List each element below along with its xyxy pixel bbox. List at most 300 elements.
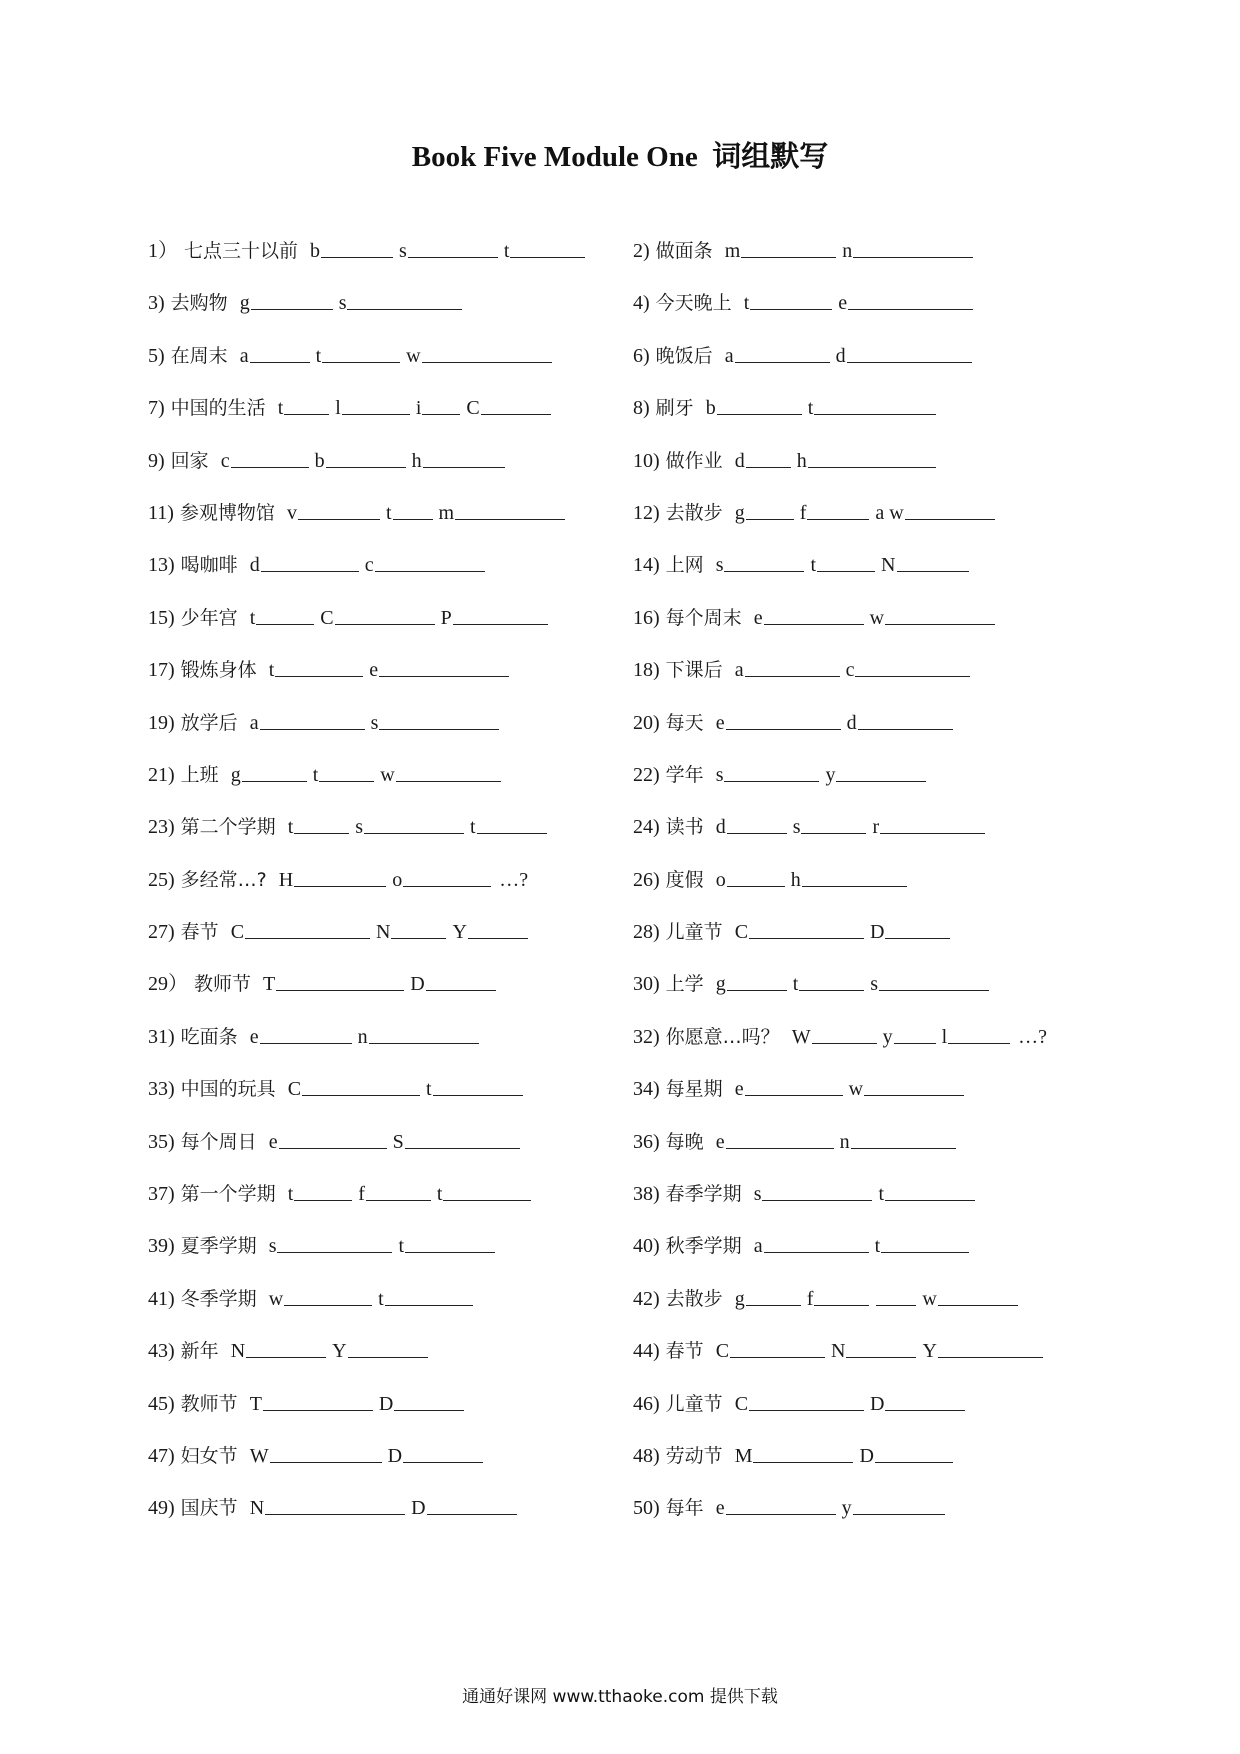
item-number: 5) xyxy=(148,344,165,367)
initial-letter: y xyxy=(825,763,836,786)
initial-letter: h xyxy=(411,449,422,472)
item-number: 37) xyxy=(148,1183,175,1206)
answer-blank[interactable] xyxy=(735,917,864,947)
item-number: 41) xyxy=(148,1287,175,1310)
answer-blank[interactable] xyxy=(881,550,968,580)
exercise-item xyxy=(633,760,1128,790)
initial-letter: N xyxy=(881,554,896,577)
initial-letter: N xyxy=(230,1340,246,1363)
initial-letter: t xyxy=(315,344,322,367)
answer-blank[interactable] xyxy=(470,812,547,842)
item-number: 22) xyxy=(633,763,660,786)
blank-line xyxy=(245,937,370,939)
answer-blank[interactable] xyxy=(870,603,995,633)
blank-line xyxy=(335,623,435,625)
blank-line xyxy=(726,728,841,730)
exercise-row xyxy=(148,288,1128,340)
blank-line xyxy=(812,1042,877,1044)
blank-line xyxy=(749,937,864,939)
answer-blank[interactable] xyxy=(754,603,864,633)
answer-blank[interactable] xyxy=(250,550,359,580)
blank-line xyxy=(726,1513,836,1515)
chinese-phrase: 上班 xyxy=(180,763,219,786)
initial-letter: D xyxy=(387,1444,403,1467)
exercise-row xyxy=(148,446,1128,498)
blank-line xyxy=(379,728,499,730)
answer-blank[interactable] xyxy=(358,1179,431,1209)
blank-line xyxy=(764,1251,869,1253)
initial-letter: t xyxy=(470,816,476,839)
item-number: 46) xyxy=(633,1392,660,1415)
initial-letter: s xyxy=(792,816,801,839)
blank-line xyxy=(799,989,864,991)
answer-blank[interactable] xyxy=(316,341,401,371)
item-number: 7) xyxy=(148,397,165,420)
exercise-row xyxy=(148,1231,1128,1283)
blank-line xyxy=(391,937,446,939)
initial-letter: s xyxy=(753,1183,762,1206)
initial-letter: D xyxy=(378,1392,394,1415)
answer-blank[interactable] xyxy=(388,1441,483,1471)
initial-letter: M xyxy=(734,1444,753,1467)
blank-line xyxy=(246,1356,326,1358)
answer-blank[interactable] xyxy=(332,1336,427,1366)
initial-letter: t xyxy=(807,397,814,420)
answer-blank[interactable] xyxy=(875,498,994,528)
answer-blank[interactable] xyxy=(231,917,370,947)
answer-blank[interactable] xyxy=(371,708,500,738)
answer-blank[interactable] xyxy=(792,1022,877,1052)
answer-blank[interactable] xyxy=(386,498,433,528)
initial-letter: i xyxy=(415,397,422,420)
answer-blank[interactable] xyxy=(437,1179,532,1209)
chinese-phrase: 春节 xyxy=(665,1340,704,1363)
blank-line xyxy=(753,1461,853,1463)
blank-line xyxy=(885,1199,975,1201)
chinese-phrase: 做面条 xyxy=(655,240,713,262)
exercise-item xyxy=(633,655,1128,685)
initial-letter: e xyxy=(715,1497,725,1520)
answer-blank[interactable] xyxy=(315,446,406,476)
initial-letter: e xyxy=(753,606,763,629)
answer-blank[interactable] xyxy=(231,760,307,790)
exercise-item xyxy=(633,341,1128,371)
initial-letter: t xyxy=(743,292,750,315)
answer-blank[interactable] xyxy=(716,969,787,999)
answer-blank[interactable] xyxy=(942,1022,1011,1052)
chinese-phrase: 夏季学期 xyxy=(180,1235,257,1258)
exercise-row xyxy=(148,1074,1128,1126)
initial-letter: C xyxy=(320,606,334,629)
initial-letter: g xyxy=(230,763,241,786)
answer-blank[interactable] xyxy=(231,1336,326,1366)
initial-letter: f xyxy=(799,501,807,524)
answer-blank[interactable] xyxy=(842,1493,945,1523)
phrase-tail: …? xyxy=(1018,1025,1048,1048)
chinese-phrase: 去散步 xyxy=(665,1287,723,1310)
answer-blank[interactable] xyxy=(378,1284,473,1314)
answer-blank[interactable] xyxy=(797,446,936,476)
blank-line xyxy=(762,1199,872,1201)
answer-blank[interactable] xyxy=(398,1231,495,1261)
answer-blank[interactable] xyxy=(831,1336,916,1366)
answer-blank[interactable] xyxy=(504,236,586,266)
initial-letter: C xyxy=(466,397,480,420)
exercise-item xyxy=(633,498,1128,528)
initial-letter: a w xyxy=(875,501,904,524)
answer-blank[interactable] xyxy=(800,498,870,528)
item-number: 43) xyxy=(148,1340,175,1363)
blank-line xyxy=(256,623,314,625)
answer-blank[interactable] xyxy=(339,288,463,318)
answer-blank[interactable] xyxy=(838,288,973,318)
answer-blank[interactable] xyxy=(716,760,820,790)
answer-blank[interactable] xyxy=(735,446,791,476)
answer-blank[interactable] xyxy=(744,288,833,318)
exercise-item xyxy=(633,550,1128,580)
item-number: 21) xyxy=(148,763,175,786)
answer-blank[interactable] xyxy=(313,760,375,790)
answer-blank[interactable] xyxy=(846,655,971,685)
answer-blank[interactable] xyxy=(369,655,509,685)
initial-letter: l xyxy=(941,1025,948,1048)
answer-blank[interactable] xyxy=(250,1022,352,1052)
answer-blank[interactable] xyxy=(376,917,446,947)
blank-line xyxy=(814,1304,869,1306)
chinese-phrase: 第一个学期 xyxy=(180,1183,276,1206)
initial-letter: D xyxy=(411,1497,426,1520)
answer-blank[interactable] xyxy=(825,760,926,790)
answer-blank[interactable] xyxy=(452,917,527,947)
exercise-item xyxy=(148,969,633,999)
exercise-row xyxy=(148,917,1128,969)
initial-letter: s xyxy=(715,554,724,577)
answer-blank[interactable] xyxy=(406,341,551,371)
answer-blank[interactable] xyxy=(288,1179,353,1209)
initial-letter: d xyxy=(846,711,857,734)
initial-letter: f xyxy=(358,1183,365,1206)
answer-blank[interactable] xyxy=(793,969,865,999)
answer-blank[interactable] xyxy=(716,1336,825,1366)
answer-blank[interactable] xyxy=(399,236,498,266)
chinese-phrase: 在周末 xyxy=(170,344,228,367)
exercise-item xyxy=(148,498,633,528)
blank-line xyxy=(880,832,985,834)
answer-blank[interactable] xyxy=(269,1127,387,1157)
chinese-phrase: 中国的玩具 xyxy=(180,1078,276,1101)
blank-line xyxy=(422,361,552,363)
answer-blank[interactable] xyxy=(807,1284,870,1314)
blank-line xyxy=(938,1356,1043,1358)
initial-letter: e xyxy=(715,711,725,734)
answer-blank[interactable] xyxy=(269,655,364,685)
chinese-phrase: 晚饭后 xyxy=(655,344,713,367)
initial-letter: s xyxy=(338,292,347,315)
initial-letter: T xyxy=(263,973,276,996)
blank-line xyxy=(276,989,404,991)
blank-line xyxy=(836,780,926,782)
answer-blank[interactable] xyxy=(725,341,830,371)
answer-blank[interactable] xyxy=(883,1022,936,1052)
blank-line xyxy=(749,1409,864,1411)
blank-line xyxy=(394,1409,464,1411)
blank-line xyxy=(746,466,791,468)
answer-blank[interactable] xyxy=(735,1441,854,1471)
exercise-item xyxy=(148,1022,633,1052)
answer-blank[interactable] xyxy=(716,1493,836,1523)
answer-blank[interactable] xyxy=(310,236,393,266)
answer-blank[interactable] xyxy=(288,812,350,842)
blank-line xyxy=(764,623,864,625)
initial-letter: t xyxy=(249,606,256,629)
answer-blank[interactable] xyxy=(263,969,404,999)
item-number: 39) xyxy=(148,1235,175,1258)
exercise-row xyxy=(148,1127,1128,1179)
answer-blank[interactable] xyxy=(872,812,985,842)
initial-letter: D xyxy=(870,1392,885,1415)
item-number: 38) xyxy=(633,1183,660,1206)
answer-blank[interactable] xyxy=(250,1441,382,1471)
answer-blank[interactable] xyxy=(716,550,805,580)
blank-line xyxy=(879,989,989,991)
chinese-phrase: 中国的生活 xyxy=(170,397,266,420)
blank-line xyxy=(894,1042,936,1044)
answer-blank[interactable] xyxy=(250,708,365,738)
blank-line xyxy=(393,518,433,520)
answer-blank[interactable] xyxy=(379,1389,464,1419)
answer-blank[interactable] xyxy=(410,969,495,999)
answer-blank[interactable] xyxy=(287,498,380,528)
initial-letter: n xyxy=(357,1025,368,1048)
blank-line xyxy=(348,1356,428,1358)
initial-letter: T xyxy=(249,1392,262,1415)
blank-line xyxy=(727,885,785,887)
exercise-row xyxy=(148,1179,1128,1231)
item-number: 2) xyxy=(633,240,650,262)
item-number: 13) xyxy=(148,554,175,577)
chinese-phrase: 每年 xyxy=(665,1497,704,1520)
blank-line xyxy=(242,780,307,782)
blank-line xyxy=(468,937,528,939)
chinese-phrase: 儿童节 xyxy=(665,921,723,944)
answer-blank[interactable] xyxy=(335,393,410,423)
answer-blank[interactable] xyxy=(355,812,464,842)
answer-blank[interactable] xyxy=(725,236,837,266)
blank-line xyxy=(294,885,386,887)
blank-line xyxy=(808,466,936,468)
initial-letter: t xyxy=(436,1183,443,1206)
item-number: 42) xyxy=(633,1287,660,1310)
answer-blank[interactable] xyxy=(466,393,550,423)
answer-blank[interactable] xyxy=(250,1493,405,1523)
blank-line xyxy=(443,1199,531,1201)
answer-blank[interactable] xyxy=(791,865,907,895)
chinese-phrase: 下课后 xyxy=(665,659,723,682)
blank-line xyxy=(366,1199,431,1201)
blank-line xyxy=(270,1461,382,1463)
blank-line xyxy=(885,623,995,625)
chinese-phrase: 儿童节 xyxy=(665,1392,723,1415)
exercise-row xyxy=(148,550,1128,602)
blank-line xyxy=(851,1147,956,1149)
answer-blank[interactable] xyxy=(793,812,867,842)
answer-blank[interactable] xyxy=(842,236,973,266)
answer-blank[interactable] xyxy=(735,1389,864,1419)
chinese-phrase: 春节 xyxy=(180,921,219,944)
answer-blank[interactable] xyxy=(250,1389,373,1419)
item-number: 1） xyxy=(148,240,178,262)
blank-line xyxy=(369,1042,479,1044)
answer-blank[interactable] xyxy=(840,1127,956,1157)
answer-blank[interactable] xyxy=(754,1231,869,1261)
answer-blank[interactable] xyxy=(412,446,505,476)
answer-blank[interactable] xyxy=(250,603,315,633)
blank-line xyxy=(284,413,329,415)
initial-letter: P xyxy=(440,606,452,629)
exercise-row xyxy=(148,1336,1128,1388)
initial-letter: D xyxy=(859,1444,874,1467)
initial-letter: e xyxy=(369,659,379,682)
answer-blank[interactable] xyxy=(849,1074,964,1104)
initial-letter: C xyxy=(287,1078,302,1101)
chinese-phrase: 春季学期 xyxy=(665,1183,742,1206)
item-number: 34) xyxy=(633,1078,660,1101)
item-number: 30) xyxy=(633,973,660,996)
item-number: 11) xyxy=(148,501,174,524)
chinese-phrase: 读书 xyxy=(665,816,704,839)
initial-letter: N xyxy=(831,1340,846,1363)
item-number: 4) xyxy=(633,292,650,315)
initial-letter: g xyxy=(734,501,745,524)
blank-line xyxy=(433,1094,523,1096)
initial-letter: e xyxy=(838,292,848,315)
answer-blank[interactable] xyxy=(808,393,937,423)
initial-letter: y xyxy=(841,1497,852,1520)
answer-blank[interactable] xyxy=(735,1284,801,1314)
answer-blank[interactable] xyxy=(380,760,500,790)
answer-blank[interactable] xyxy=(716,1127,834,1157)
answer-blank[interactable] xyxy=(870,917,950,947)
answer-blank[interactable] xyxy=(441,603,548,633)
item-number: 29） xyxy=(148,973,188,996)
answer-blank[interactable] xyxy=(878,1179,975,1209)
answer-blank[interactable] xyxy=(358,1022,479,1052)
answer-blank[interactable] xyxy=(426,1074,523,1104)
answer-blank[interactable] xyxy=(870,969,989,999)
answer-blank[interactable] xyxy=(706,393,802,423)
answer-blank[interactable] xyxy=(439,498,566,528)
blank-line xyxy=(321,256,393,258)
answer-blank[interactable] xyxy=(416,393,461,423)
initial-letter: C xyxy=(715,1340,730,1363)
initial-letter: g xyxy=(734,1287,745,1310)
answer-blank[interactable] xyxy=(716,812,787,842)
chinese-phrase: 七点三十以前 xyxy=(184,240,299,262)
answer-blank[interactable] xyxy=(859,1441,952,1471)
answer-blank[interactable] xyxy=(875,1303,916,1305)
blank-line xyxy=(455,518,565,520)
answer-blank[interactable] xyxy=(240,288,333,318)
blank-line xyxy=(403,885,491,887)
chinese-phrase: 今天晚上 xyxy=(655,292,732,315)
initial-letter: t xyxy=(385,501,392,524)
answer-blank[interactable] xyxy=(393,1127,520,1157)
blank-line xyxy=(875,1461,953,1463)
answer-blank[interactable] xyxy=(288,1074,420,1104)
blank-line xyxy=(347,308,462,310)
answer-blank[interactable] xyxy=(269,1284,372,1314)
blank-line xyxy=(319,780,374,782)
chinese-phrase: 去购物 xyxy=(170,292,228,315)
answer-blank[interactable] xyxy=(735,1074,843,1104)
item-number: 32) xyxy=(633,1025,660,1048)
blank-line xyxy=(817,570,875,572)
blank-line xyxy=(724,780,819,782)
blank-line xyxy=(741,256,836,258)
answer-blank[interactable] xyxy=(754,1179,873,1209)
exercise-item xyxy=(148,1389,633,1419)
chinese-phrase: 每个周末 xyxy=(665,606,742,629)
initial-letter: W xyxy=(249,1444,269,1467)
blank-line xyxy=(364,832,464,834)
answer-blank[interactable] xyxy=(735,655,840,685)
answer-blank[interactable] xyxy=(269,1231,393,1261)
answer-blank[interactable] xyxy=(847,708,953,738)
item-number: 6) xyxy=(633,344,650,367)
answer-blank[interactable] xyxy=(810,550,875,580)
exercise-item xyxy=(148,341,633,371)
exercise-item xyxy=(633,1074,1128,1104)
answer-blank[interactable] xyxy=(365,550,485,580)
blank-line xyxy=(422,413,460,415)
initial-letter: w xyxy=(869,606,885,629)
chinese-phrase: 劳动节 xyxy=(665,1444,723,1467)
exercise-row xyxy=(148,655,1128,707)
initial-letter: e xyxy=(268,1130,278,1153)
exercise-row xyxy=(148,341,1128,393)
blank-line xyxy=(897,570,969,572)
initial-letter: s xyxy=(870,973,879,996)
blank-line xyxy=(938,1304,1018,1306)
answer-blank[interactable] xyxy=(716,708,841,738)
answer-blank[interactable] xyxy=(411,1493,516,1523)
blank-line xyxy=(750,308,832,310)
answer-blank[interactable] xyxy=(870,1389,965,1419)
answer-blank[interactable] xyxy=(922,1336,1042,1366)
exercise-row xyxy=(148,812,1128,864)
answer-blank[interactable] xyxy=(240,341,310,371)
answer-blank[interactable] xyxy=(836,341,972,371)
answer-blank[interactable] xyxy=(875,1231,970,1261)
answer-blank[interactable] xyxy=(922,1284,1017,1314)
answer-blank[interactable] xyxy=(716,865,785,895)
blank-line xyxy=(801,832,866,834)
exercise-item xyxy=(148,917,633,947)
answer-blank[interactable] xyxy=(278,393,330,423)
initial-letter: c xyxy=(220,449,230,472)
exercise-item xyxy=(148,812,633,842)
chinese-phrase: 少年宫 xyxy=(180,606,238,629)
exercise-item xyxy=(148,760,633,790)
answer-blank[interactable] xyxy=(279,865,386,895)
exercise-item xyxy=(633,1336,1128,1366)
answer-blank[interactable] xyxy=(735,498,794,528)
answer-blank[interactable] xyxy=(320,603,434,633)
answer-blank[interactable] xyxy=(392,865,491,895)
blank-line xyxy=(294,832,349,834)
answer-blank[interactable] xyxy=(221,446,309,476)
initial-letter: h xyxy=(796,449,807,472)
